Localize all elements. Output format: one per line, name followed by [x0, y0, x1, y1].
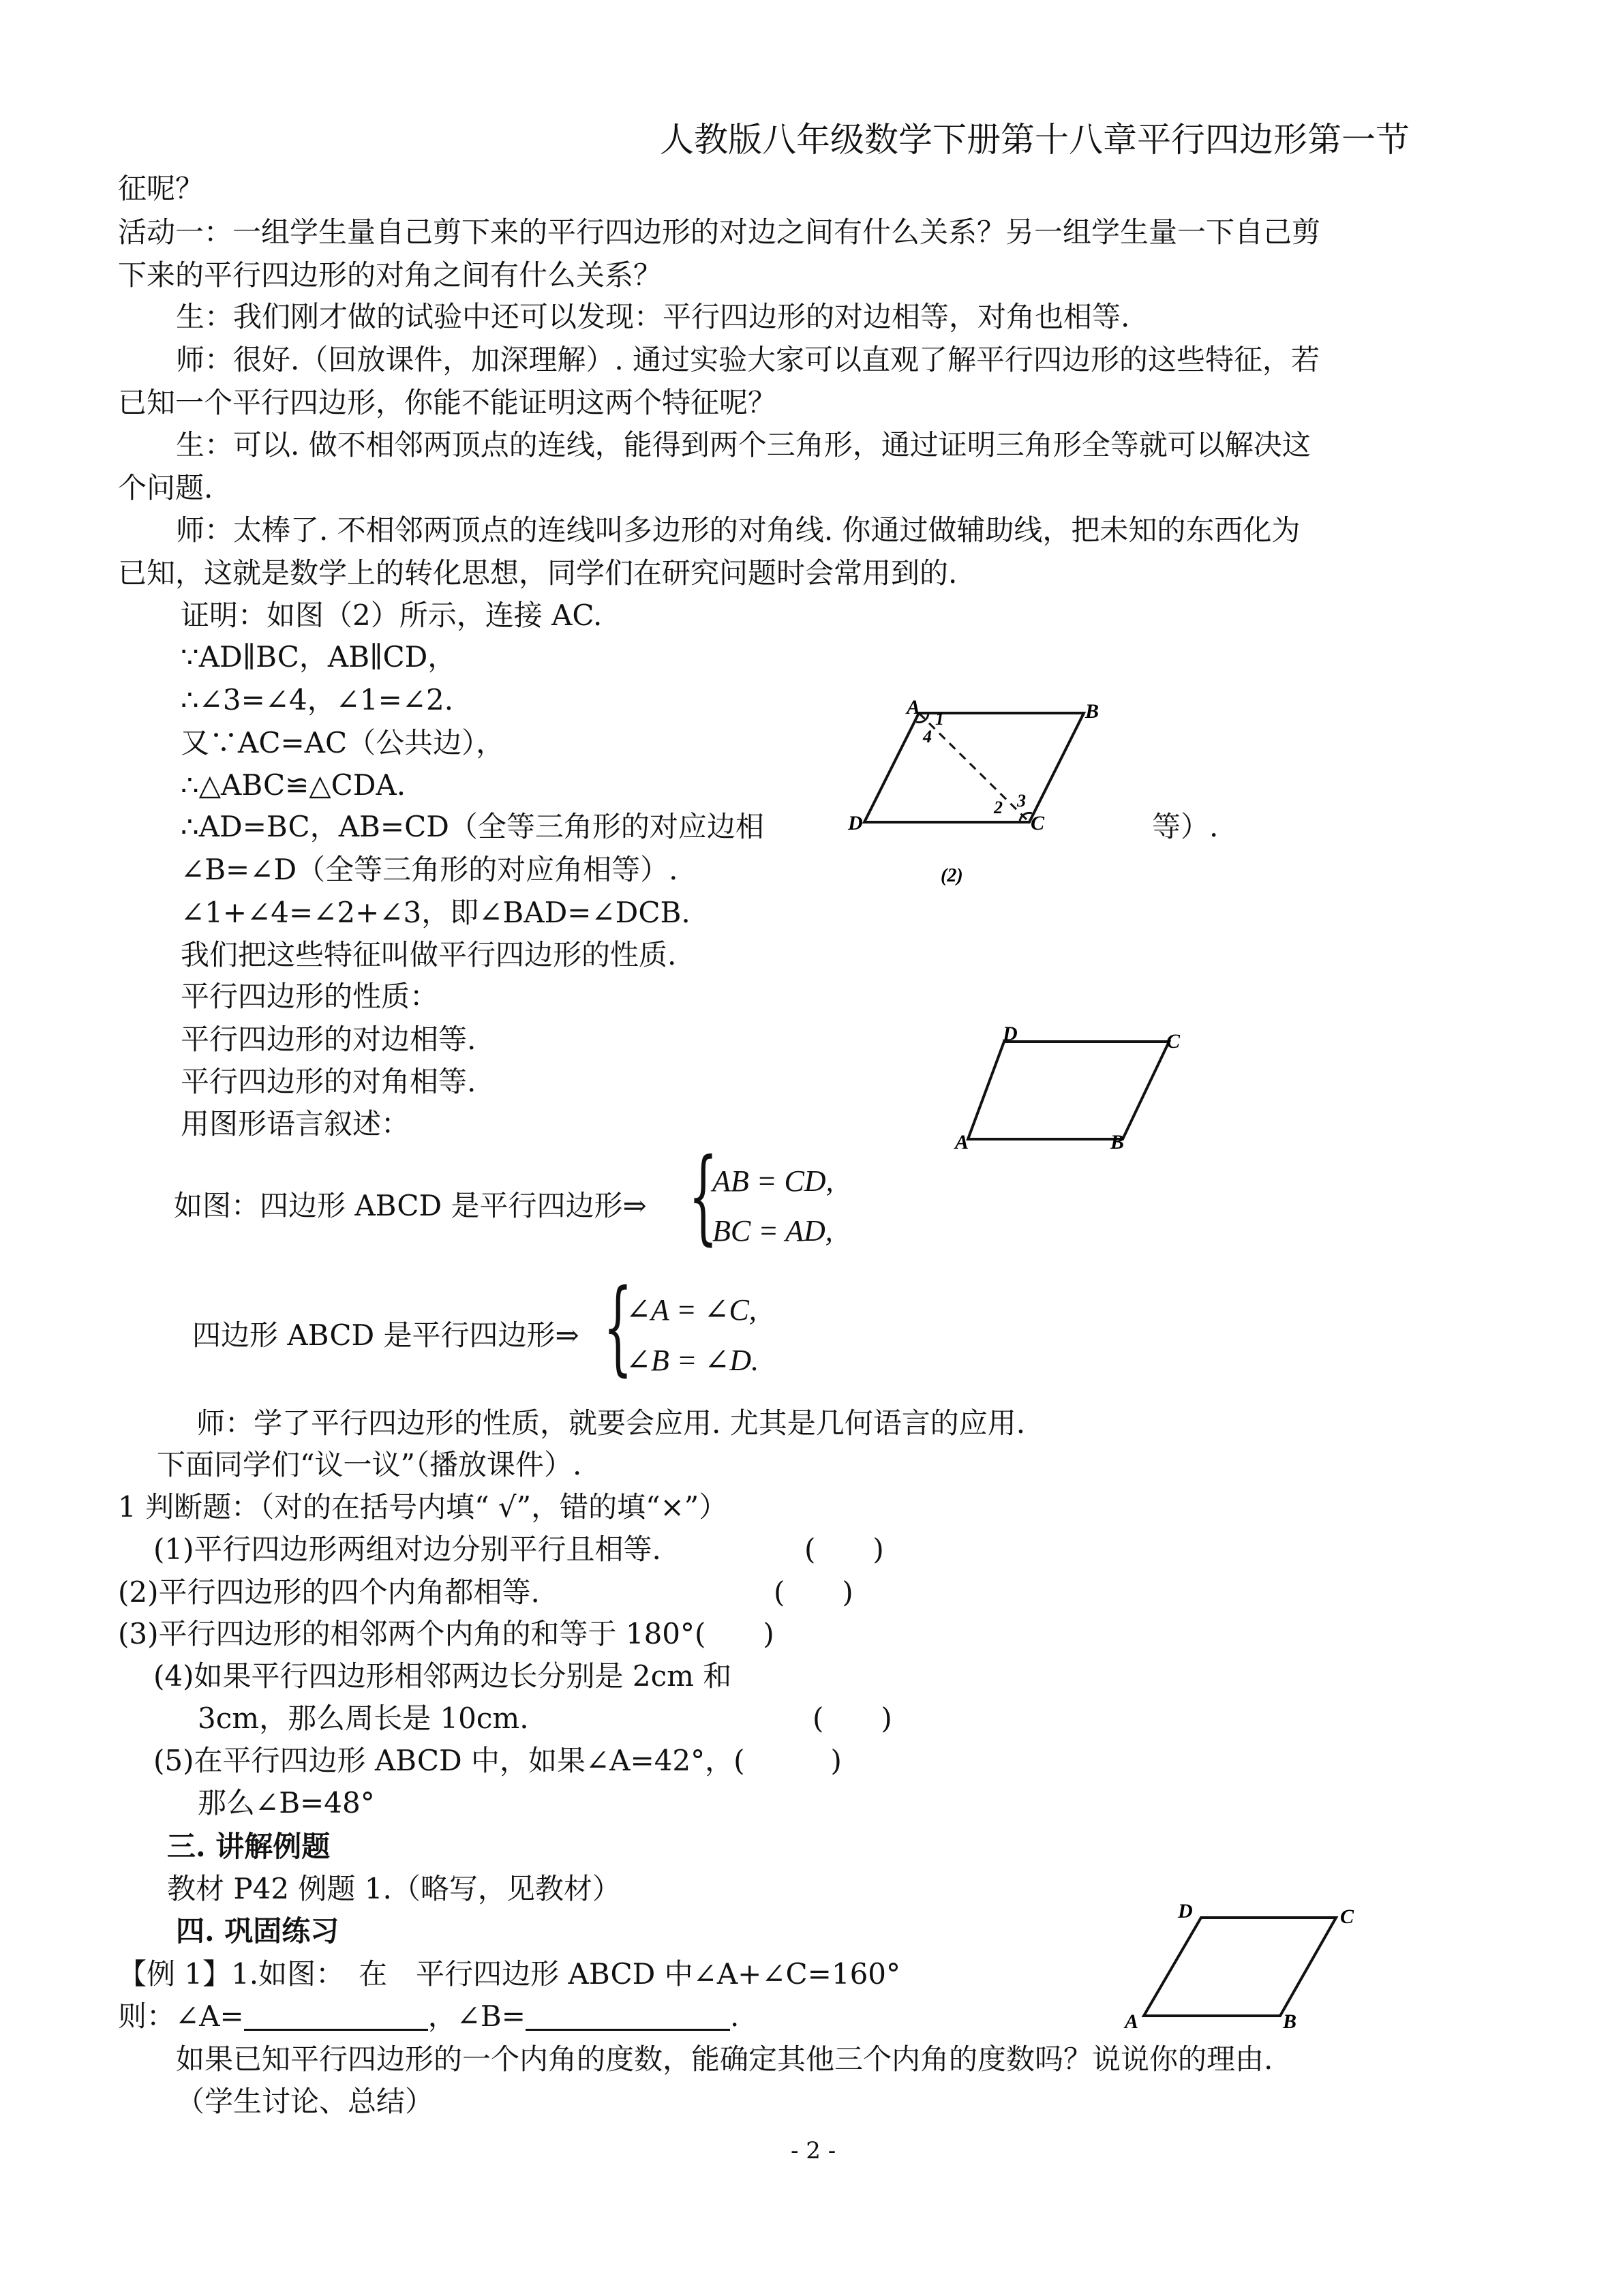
formula-prefix: 四边形 ABCD 是平行四边形⇒	[192, 1318, 579, 1352]
formula-line: ∠A = ∠C,	[626, 1293, 757, 1327]
proof-line: ∵AD∥BC，AB∥CD，	[181, 640, 457, 674]
question-item-cont: 那么∠B=48°	[198, 1786, 375, 1819]
vertex-label-d: D	[1003, 1026, 1018, 1045]
answer-end: .	[729, 1999, 740, 2033]
question-item: (2)平行四边形的四个内角都相等.	[118, 1575, 540, 1609]
formula-line: ∠B = ∠D.	[626, 1344, 759, 1377]
question-item: (1)平行四边形两组对边分别平行且相等.	[153, 1532, 661, 1566]
proof-line: ∠B=∠D（全等三角形的对应角相等）.	[181, 853, 678, 886]
text-line: 已知，这就是数学上的转化思想，同学们在研究问题时会常用到的.	[118, 556, 958, 590]
text-line: 已知一个平行四边形，你能不能证明这两个特征呢？	[118, 386, 777, 419]
text-line: 我们把这些特征叫做平行四边形的性质.	[181, 938, 677, 971]
text-line: 平行四边形的性质：	[181, 980, 439, 1013]
formula-prefix: 如图：四边形 ABCD 是平行四边形⇒	[174, 1189, 647, 1222]
text-line: 下来的平行四边形的对角之间有什么关系？	[118, 258, 663, 292]
figure-caption: (2)	[941, 865, 963, 886]
text-line: 平行四边形的对边相等.	[181, 1023, 476, 1056]
vertex-label-d: D	[1178, 1900, 1193, 1922]
blank-angle-b[interactable]	[526, 2004, 730, 2031]
text-line: 活动一：一组学生量自己剪下来的平行四边形的对边之间有什么关系？另一组学生量一下自己剪	[118, 215, 1321, 249]
figure-parallelogram-property	[944, 1026, 1189, 1162]
question-item-cont: 3cm，那么周长是 10cm.	[198, 1702, 529, 1735]
answer-bracket[interactable]: ( )	[804, 1532, 884, 1566]
vertex-label-b: B	[1085, 700, 1099, 723]
proof-line: 证明：如图（2）所示，连接 AC.	[181, 599, 603, 632]
text-line: （学生讨论、总结）	[176, 2085, 434, 2118]
text-line: 个问题.	[118, 471, 213, 504]
angle-label-2: 2	[994, 798, 1003, 817]
section-heading: 四. 巩固练习	[176, 1914, 339, 1948]
proof-line: ∴AD=BC，AB=CD（全等三角形的对应边相	[181, 810, 764, 843]
text-line: 生：我们刚才做的试验中还可以发现：平行四边形的对边相等，对角也相等.	[176, 300, 1130, 333]
example-line: 【例 1】1.如图： 在 平行四边形 ABCD 中∠A+∠C=160°	[118, 1957, 901, 1991]
vertex-label-a: A	[907, 696, 921, 719]
text-line: 师：很好.（回放课件，加深理解）. 通过实验大家可以直观了解平行四边形的这些特征，若	[176, 343, 1320, 376]
parallelogram-shape	[1144, 1918, 1336, 2016]
vertex-label-c: C	[1031, 812, 1045, 834]
text-line: 平行四边形的对角相等.	[181, 1065, 476, 1098]
vertex-label-a: A	[955, 1131, 969, 1153]
proof-line: 又∵AC=AC（公共边），	[181, 726, 505, 759]
angle-label-1: 1	[935, 709, 944, 729]
text-line: 师：太棒了. 不相邻两顶点的连线叫多边形的对角线. 你通过做辅助线，把未知的东西化为	[176, 513, 1301, 547]
proof-line: ∠1+∠4=∠2+∠3，即∠BAD=∠DCB.	[181, 896, 691, 929]
figure-parallelogram-exercise	[1111, 1899, 1370, 2035]
formula-brace: {	[688, 1137, 718, 1256]
question-item: (4)如果平行四边形相邻两边长分别是 2cm 和	[153, 1659, 732, 1693]
formula-line: AB = CD,	[712, 1164, 834, 1198]
figure-parallelogram-diagonal	[838, 692, 1125, 890]
question-item: (3)平行四边形的相邻两个内角的和等于 180°( )	[118, 1617, 774, 1650]
answer-label-b: ，∠B=	[427, 1999, 526, 2033]
section-heading: 三. 讲解例题	[167, 1830, 331, 1863]
proof-line-end: 等）.	[1152, 810, 1219, 843]
parallelogram-shape	[968, 1042, 1169, 1139]
text-line: 教材 P42 例题 1.（略写，见教材）	[167, 1872, 621, 1905]
question-item: (5)在平行四边形 ABCD 中，如果∠A=42°，( )	[153, 1744, 842, 1777]
blank-angle-a[interactable]	[244, 2004, 428, 2031]
text-line: 用图形语言叙述：	[181, 1107, 410, 1141]
answer-line	[118, 1999, 740, 2033]
vertex-label-b: B	[1283, 2010, 1297, 2033]
formula-line: BC = AD,	[712, 1214, 833, 1248]
vertex-label-c: C	[1166, 1030, 1181, 1053]
answer-bracket[interactable]: ( )	[774, 1575, 853, 1609]
proof-line: ∴∠3=∠4，∠1=∠2.	[181, 683, 454, 716]
page-header: 人教版八年级数学下册第十八章平行四边形第一节	[660, 120, 1410, 160]
answer-label-a: 则：∠A=	[118, 1999, 244, 2033]
text-line: 征呢？	[118, 172, 204, 205]
diagonal-ac	[919, 713, 1029, 822]
text-line: 如果已知平行四边形的一个内角的度数，能确定其他三个内角的度数吗？说说你的理由.	[176, 2042, 1273, 2076]
text-line: 下面同学们“议一议”（播放课件）.	[157, 1448, 582, 1481]
vertex-label-a: A	[1125, 2010, 1139, 2033]
vertex-label-c: C	[1340, 1905, 1354, 1928]
page-number: - 2 -	[791, 2137, 836, 2164]
angle-label-4: 4	[923, 727, 932, 746]
answer-bracket[interactable]: ( )	[813, 1702, 892, 1735]
vertex-label-d: D	[848, 812, 863, 834]
formula-brace: {	[603, 1268, 633, 1387]
angle-label-3: 3	[1017, 791, 1026, 811]
text-line: 生：可以. 做不相邻两顶点的连线，能得到两个三角形，通过证明三角形全等就可以解决这	[176, 428, 1311, 462]
question-title: 1 判断题：（对的在括号内填“ √”，错的填“×”）	[118, 1490, 728, 1524]
vertex-label-b: B	[1110, 1131, 1125, 1153]
proof-line: ∴△ABC≌△CDA.	[181, 768, 406, 802]
text-line: 师：学了平行四边形的性质，就要会应用. 尤其是几何语言的应用.	[196, 1406, 1026, 1440]
